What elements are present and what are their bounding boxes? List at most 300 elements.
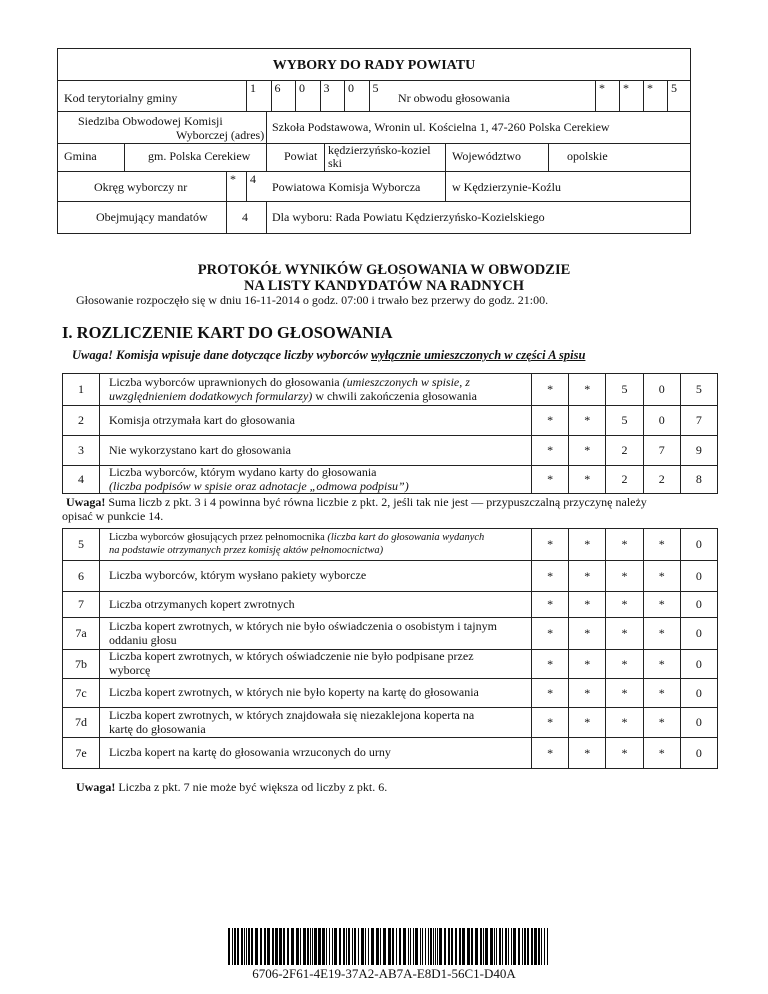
value-cell: 9 — [680, 436, 717, 465]
section1-uwaga — [72, 348, 585, 362]
table-row — [62, 678, 718, 708]
row-label-italic-2: na podstawie otrzymanych przez komisję aktów pełnomocnictwa) — [109, 544, 384, 556]
value-cell: * — [643, 708, 680, 737]
value-cell: * — [531, 592, 568, 617]
section1-note-rest-1: Suma liczb z pkt. 3 i 4 powinna być równa liczbie z pkt. 2, jeśli tak nie jest — przypuszczalną przyczynę należy — [105, 495, 647, 509]
barcode-bar — [448, 928, 450, 965]
row-value-cells — [531, 466, 717, 493]
value-cell: 0 — [680, 618, 717, 649]
barcode-bar — [237, 928, 239, 965]
obwod-digit-divider — [619, 80, 620, 111]
barcode-bar — [496, 928, 497, 965]
value-cell: * — [531, 738, 568, 768]
value-cell: * — [568, 466, 605, 493]
table-row — [62, 560, 718, 592]
barcode-text: 6706-2F61-4E19-37A2-AB7A-E8D1-56C1-D40A — [252, 966, 516, 981]
row-label-italic-2: (liczba podpisów w spisie oraz adnotacje „odmowa podpisu”) — [109, 478, 409, 493]
value-cell: * — [605, 738, 642, 768]
row-label-line-2 — [109, 545, 521, 557]
value-cell: * — [643, 650, 680, 678]
row-label-text-2: oddaniu głosu — [109, 632, 177, 647]
barcode-bar — [430, 928, 432, 965]
barcode-bar — [508, 928, 509, 965]
section1-uwaga-underlined: wyłącznie umieszczonych w części A spisu — [370, 348, 586, 362]
value-cell: 2 — [605, 466, 642, 493]
gmina-value-divider — [266, 143, 267, 171]
kod-digit-cell: 0 — [299, 81, 305, 95]
value-cell: * — [605, 592, 642, 617]
row-label-text: Liczba wyborców, którym wydano karty do głosowania — [109, 464, 377, 479]
barcode-bar — [415, 928, 418, 965]
woj-label: Województwo — [452, 149, 522, 163]
barcode-bar — [310, 928, 311, 965]
value-cell: 0 — [680, 679, 717, 707]
barcode-bar — [334, 928, 337, 965]
barcode-bar — [483, 928, 484, 965]
barcode-bar — [343, 928, 345, 965]
row-label-line-1 — [109, 598, 521, 612]
section1-uwaga-prefix: Uwaga! Komisja wpisuje dane dotyczące liczby wyborców — [72, 348, 371, 362]
barcode-bar — [435, 928, 436, 965]
kod-digit-divider — [271, 80, 272, 111]
row-label-line-2 — [109, 480, 521, 494]
value-cell: 0 — [680, 592, 717, 617]
table-row — [62, 435, 718, 466]
barcode-bar — [410, 928, 411, 965]
barcode-bar — [425, 928, 426, 965]
barcode-bar — [459, 928, 461, 965]
row-label-line-2 — [109, 634, 521, 648]
row-number: 1 — [63, 374, 100, 405]
value-cell: * — [643, 529, 680, 560]
barcode-bar — [348, 928, 350, 965]
value-cell: * — [531, 618, 568, 649]
gmina-label: Gmina — [64, 149, 97, 163]
obwod-digit-cell: * — [647, 81, 653, 95]
row-label-line-1 — [109, 709, 521, 723]
row-value-cells — [531, 618, 717, 649]
row-label-text: Liczba wyborców uprawnionych do głosowania — [109, 374, 343, 389]
row-number: 7c — [63, 679, 100, 707]
barcode-bar — [307, 928, 309, 965]
row-label-text: Liczba kopert zwrotnych, w których oświadczenie nie było podpisane przez — [109, 649, 474, 664]
value-cell: * — [605, 679, 642, 707]
row-label-italic-2: uwzględnieniem dodatkowych formularzy) — [109, 388, 313, 403]
barcode-bar — [287, 928, 289, 965]
barcode-bar — [505, 928, 507, 965]
kod-digit-cell: 0 — [348, 81, 354, 95]
barcode-bar — [396, 928, 397, 965]
woj-value: opolskie — [567, 149, 608, 163]
row-label-text: Liczba kopert zwrotnych, w których nie było koperty na kartę do głosowania — [109, 685, 479, 700]
barcode-bar — [291, 928, 294, 965]
value-cell: * — [531, 374, 568, 405]
barcode-bar — [244, 928, 245, 965]
value-cell: * — [568, 592, 605, 617]
value-cell: 0 — [680, 738, 717, 768]
obwod-digit-divider — [595, 80, 596, 111]
barcode-bar — [255, 928, 258, 965]
barcode-bar — [408, 928, 409, 965]
value-cell: * — [605, 618, 642, 649]
barcode-bar — [490, 928, 493, 965]
table-row — [62, 405, 718, 436]
powiat-divider — [324, 143, 325, 171]
header-title: WYBORY DO RADY POWIATU — [272, 58, 476, 73]
table-row — [62, 465, 718, 494]
barcode-bar — [272, 928, 274, 965]
kod-digit-cell: 5 — [372, 81, 379, 95]
barcode-bar — [451, 928, 453, 965]
barcode-bar — [392, 928, 394, 965]
obwod-digit-divider — [667, 80, 668, 111]
row-value-cells — [531, 561, 717, 591]
barcode-bar — [544, 928, 545, 965]
barcode-bar — [522, 928, 523, 965]
row-label-line-1 — [109, 746, 521, 760]
siedziba-divider — [266, 111, 267, 143]
row-label-line-2 — [109, 664, 521, 678]
barcode-bar — [437, 928, 438, 965]
barcode-bar — [471, 928, 473, 965]
kod-digit-divider — [246, 80, 247, 111]
row-label-line-1 — [109, 650, 521, 664]
barcode-bar — [312, 928, 313, 965]
row-label — [109, 529, 521, 560]
barcode-bar — [296, 928, 299, 965]
value-cell: * — [568, 529, 605, 560]
value-cell: * — [531, 436, 568, 465]
value-cell: 0 — [643, 406, 680, 435]
barcode-bar — [538, 928, 540, 965]
barcode-bar — [462, 928, 465, 965]
value-cell: * — [568, 738, 605, 768]
barcode-bar — [383, 928, 386, 965]
value-cell: * — [568, 650, 605, 678]
row-label-line-1 — [109, 569, 521, 583]
section1-note2-bold: Uwaga! — [76, 780, 116, 794]
row-label-text: Liczba wyborców, którym wysłano pakiety wyborcze — [109, 568, 367, 583]
obwod-label: Nr obwodu głosowania — [398, 91, 510, 105]
barcode-bar — [260, 928, 262, 965]
barcode-bar — [246, 928, 247, 965]
barcode-bar — [527, 928, 529, 965]
value-cell: 2 — [605, 436, 642, 465]
barcode-bar — [494, 928, 495, 965]
powiat-value-1: kędzierzyńsko-koziel — [328, 143, 431, 157]
barcode-bar — [358, 928, 359, 965]
barcode-bar — [275, 928, 278, 965]
row-label-line-1 — [109, 444, 521, 458]
value-cell: * — [568, 708, 605, 737]
gmina-divider — [124, 143, 125, 171]
row-number: 2 — [63, 406, 100, 435]
row-label-line-1 — [109, 466, 521, 480]
barcode-bar — [352, 928, 353, 965]
table-row — [62, 737, 718, 769]
barcode-bar — [547, 928, 548, 965]
obwod-digit-cell: * — [623, 81, 629, 95]
gmina-value: gm. Polska Cerekiew — [148, 149, 251, 163]
value-cell: * — [531, 466, 568, 493]
pkw-value: w Kędzierzynie-Koźlu — [452, 180, 561, 194]
value-cell: * — [568, 374, 605, 405]
row-label — [109, 466, 521, 493]
barcode-bar — [300, 928, 301, 965]
row-number: 5 — [63, 529, 100, 560]
barcode-bar — [420, 928, 421, 965]
barcode-bar — [283, 928, 285, 965]
value-cell: * — [531, 561, 568, 591]
barcode-bar — [248, 928, 250, 965]
barcode-bar — [346, 928, 347, 965]
value-cell: * — [605, 650, 642, 678]
section1-note2 — [76, 781, 387, 795]
row-label-text: Liczba kopert zwrotnych, w których znajdowała się niezaklejona koperta na — [109, 707, 475, 722]
powiat-value-2: ski — [328, 156, 343, 170]
row-label-text: Liczba wyborców głosujących przez pełnomocnika — [109, 532, 328, 544]
dla-wyboru: Dla wyboru: Rada Powiatu Kędzierzyńsko-Kozielskiego — [272, 210, 545, 224]
row-number: 4 — [63, 466, 100, 493]
value-cell: * — [643, 561, 680, 591]
barcode-bar — [422, 928, 423, 965]
barcode-bar — [322, 928, 325, 965]
protocol-started: Głosowanie rozpoczęło się w dniu 16-11-2014 o godz. 07:00 i trwało bez przerwy do godz. 21:00. — [76, 293, 549, 307]
row-label-line-1 — [109, 532, 521, 544]
row-label — [109, 436, 521, 465]
section1-note-rest-2: opisać w punkcie 14. — [62, 509, 164, 523]
barcode-bar — [303, 928, 306, 965]
kod-digit-cell: 3 — [323, 81, 330, 95]
row-label-text: Liczba kopert zwrotnych, w których nie było oświadczenia o osobistym i tajnym — [109, 618, 497, 633]
value-cell: 7 — [680, 406, 717, 435]
table-row — [62, 707, 718, 738]
row-label — [109, 374, 521, 405]
barcode-bar — [326, 928, 327, 965]
row3-divider — [57, 171, 691, 172]
barcode-bar — [502, 928, 503, 965]
barcode-bar — [467, 928, 470, 965]
row-number: 7 — [63, 592, 100, 617]
barcode-bar — [234, 928, 236, 965]
obwod-digit-cell: * — [599, 81, 605, 95]
row-label — [109, 708, 521, 737]
obwod-digit-divider — [643, 80, 644, 111]
barcode-bar — [388, 928, 391, 965]
barcode-bar — [318, 928, 321, 965]
siedziba-label-1: Siedziba Obwodowej Komisji — [78, 114, 223, 128]
value-cell: * — [531, 529, 568, 560]
siedziba-value: Szkoła Podstawowa, Wronin ul. Kościelna 1, 47-260 Polska Cerekiew — [272, 120, 610, 134]
table-row — [62, 373, 718, 406]
barcode-bar — [485, 928, 488, 965]
barcode-bar — [332, 928, 333, 965]
row-label-text-2: wyborcę — [109, 663, 151, 677]
row-label-line-1 — [109, 414, 521, 428]
woj-divider — [548, 143, 549, 171]
row-value-cells — [531, 708, 717, 737]
row-value-cells — [531, 406, 717, 435]
barcode-bar — [499, 928, 501, 965]
barcode-bar — [518, 928, 520, 965]
value-cell: * — [568, 679, 605, 707]
value-cell: * — [605, 529, 642, 560]
barcode-bar — [511, 928, 512, 965]
row-label-line-1 — [109, 686, 521, 700]
barcode-bar — [380, 928, 381, 965]
row-number: 6 — [63, 561, 100, 591]
value-cell: * — [568, 436, 605, 465]
section1-note — [66, 496, 647, 510]
kod-digit-cell: 1 — [250, 81, 256, 95]
row-label-text: Liczba kopert na kartę do głosowania wrzuconych do urny — [109, 745, 391, 760]
barcode-bar — [376, 928, 379, 965]
table-row — [62, 617, 718, 650]
barcode-bar — [541, 928, 542, 965]
barcode-bar — [403, 928, 406, 965]
row-label-text: Nie wykorzystano kart do głosowania — [109, 442, 291, 457]
barcode-bar — [232, 928, 233, 965]
kod-label: Kod terytorialny gminy — [64, 91, 178, 105]
row4-divider — [57, 201, 691, 202]
row-value-cells — [531, 679, 717, 707]
value-cell: * — [531, 679, 568, 707]
barcode-bar — [534, 928, 537, 965]
kod-digit-divider — [295, 80, 296, 111]
row-label — [109, 592, 521, 617]
okreg-digit-cell: * — [230, 172, 236, 186]
row-label — [109, 561, 521, 591]
row-value-cells — [531, 374, 717, 405]
row-label — [109, 650, 521, 678]
barcode-bar — [251, 928, 253, 965]
value-cell: * — [568, 561, 605, 591]
barcode-bar — [455, 928, 457, 965]
barcode-bar — [228, 928, 230, 965]
barcode-bar — [428, 928, 429, 965]
value-cell: 0 — [643, 374, 680, 405]
row-number: 7e — [63, 738, 100, 768]
barcode-bar — [279, 928, 282, 965]
row-value-cells — [531, 738, 717, 768]
barcode-bar — [371, 928, 374, 965]
value-cell: 7 — [643, 436, 680, 465]
row-number: 7d — [63, 708, 100, 737]
section1-heading: I. ROZLICZENIE KART DO GŁOSOWANIA — [62, 323, 393, 342]
kod-digit-divider — [369, 80, 370, 111]
row-label — [109, 738, 521, 768]
row-number: 7b — [63, 650, 100, 678]
okreg-digit-cell: 4 — [250, 172, 256, 186]
value-cell: * — [643, 592, 680, 617]
row-label-line-1 — [109, 620, 521, 634]
pkw-divider — [445, 171, 446, 201]
value-cell: * — [568, 406, 605, 435]
value-cell: 0 — [680, 529, 717, 560]
row-label-line-1 — [109, 376, 521, 390]
value-cell: * — [531, 708, 568, 737]
obwod-digit-cell: 5 — [671, 81, 677, 95]
barcode — [228, 928, 552, 965]
table-row — [62, 528, 718, 561]
row-label-text: Komisja otrzymała kart do głosowania — [109, 412, 295, 427]
value-cell: 0 — [680, 650, 717, 678]
barcode-bar — [368, 928, 369, 965]
protocol-title-1: PROTOKÓŁ WYNIKÓW GŁOSOWANIA W OBWODZIE — [197, 262, 571, 278]
row-label-italic: (liczba kart do głosowania wydanych — [327, 532, 485, 544]
section1-note-bold: Uwaga! — [66, 495, 106, 509]
mandaty-divider — [226, 201, 227, 234]
barcode-bar — [524, 928, 526, 965]
barcode-bar — [241, 928, 243, 965]
value-cell: 0 — [680, 561, 717, 591]
value-cell: 5 — [680, 374, 717, 405]
row-number: 3 — [63, 436, 100, 465]
value-cell: 5 — [605, 406, 642, 435]
row-value-cells — [531, 529, 717, 560]
value-cell: * — [605, 561, 642, 591]
kod-digit-cell: 6 — [274, 81, 281, 95]
row-label — [109, 679, 521, 707]
mandaty-value: 4 — [242, 210, 248, 224]
kod-digit-divider — [344, 80, 345, 111]
siedziba-label-2: Wyborczej (adres) — [176, 128, 265, 142]
okreg-digit-divider — [246, 171, 247, 201]
kod-digit-divider — [320, 80, 321, 111]
row-value-cells — [531, 592, 717, 617]
barcode-bar — [439, 928, 442, 965]
value-cell: * — [568, 618, 605, 649]
barcode-bar — [399, 928, 401, 965]
powiat-value-divider — [445, 143, 446, 171]
row-label — [109, 618, 521, 649]
value-cell: * — [605, 708, 642, 737]
barcode-bar — [267, 928, 270, 965]
row-label-text-2: w chwili zakończenia głosowania — [312, 388, 477, 403]
value-cell: * — [531, 406, 568, 435]
barcode-bar — [361, 928, 364, 965]
barcode-bar — [475, 928, 478, 965]
barcode-bar — [365, 928, 366, 965]
row-value-cells — [531, 650, 717, 678]
table-row — [62, 591, 718, 618]
value-cell: * — [643, 679, 680, 707]
section1-note2-rest: Liczba z pkt. 7 nie może być większa od liczby z pkt. 6. — [115, 780, 388, 794]
row-label-line-2 — [109, 723, 521, 737]
powiat-label: Powiat — [284, 149, 318, 163]
row-number: 7a — [63, 618, 100, 649]
barcode-bar — [264, 928, 266, 965]
barcode-bar — [329, 928, 330, 965]
mandaty-label: Obejmujący mandatów — [96, 210, 208, 224]
barcode-bar — [531, 928, 533, 965]
row-label-text: Liczba otrzymanych kopert zwrotnych — [109, 596, 295, 611]
okreg-digit-divider — [226, 171, 227, 201]
row-label-italic: (umieszczonych w spisie, z — [342, 374, 470, 389]
okreg-label: Okręg wyborczy nr — [94, 180, 188, 194]
barcode-bar — [513, 928, 516, 965]
barcode-bar — [413, 928, 414, 965]
row-label-line-2 — [109, 390, 521, 404]
value-cell: 5 — [605, 374, 642, 405]
value-cell: 0 — [680, 708, 717, 737]
barcode-bar — [314, 928, 317, 965]
value-cell: * — [531, 650, 568, 678]
row1-divider — [57, 111, 691, 112]
row-value-cells — [531, 436, 717, 465]
row-label — [109, 406, 521, 435]
row-label-text-2: kartę do głosowania — [109, 721, 206, 736]
